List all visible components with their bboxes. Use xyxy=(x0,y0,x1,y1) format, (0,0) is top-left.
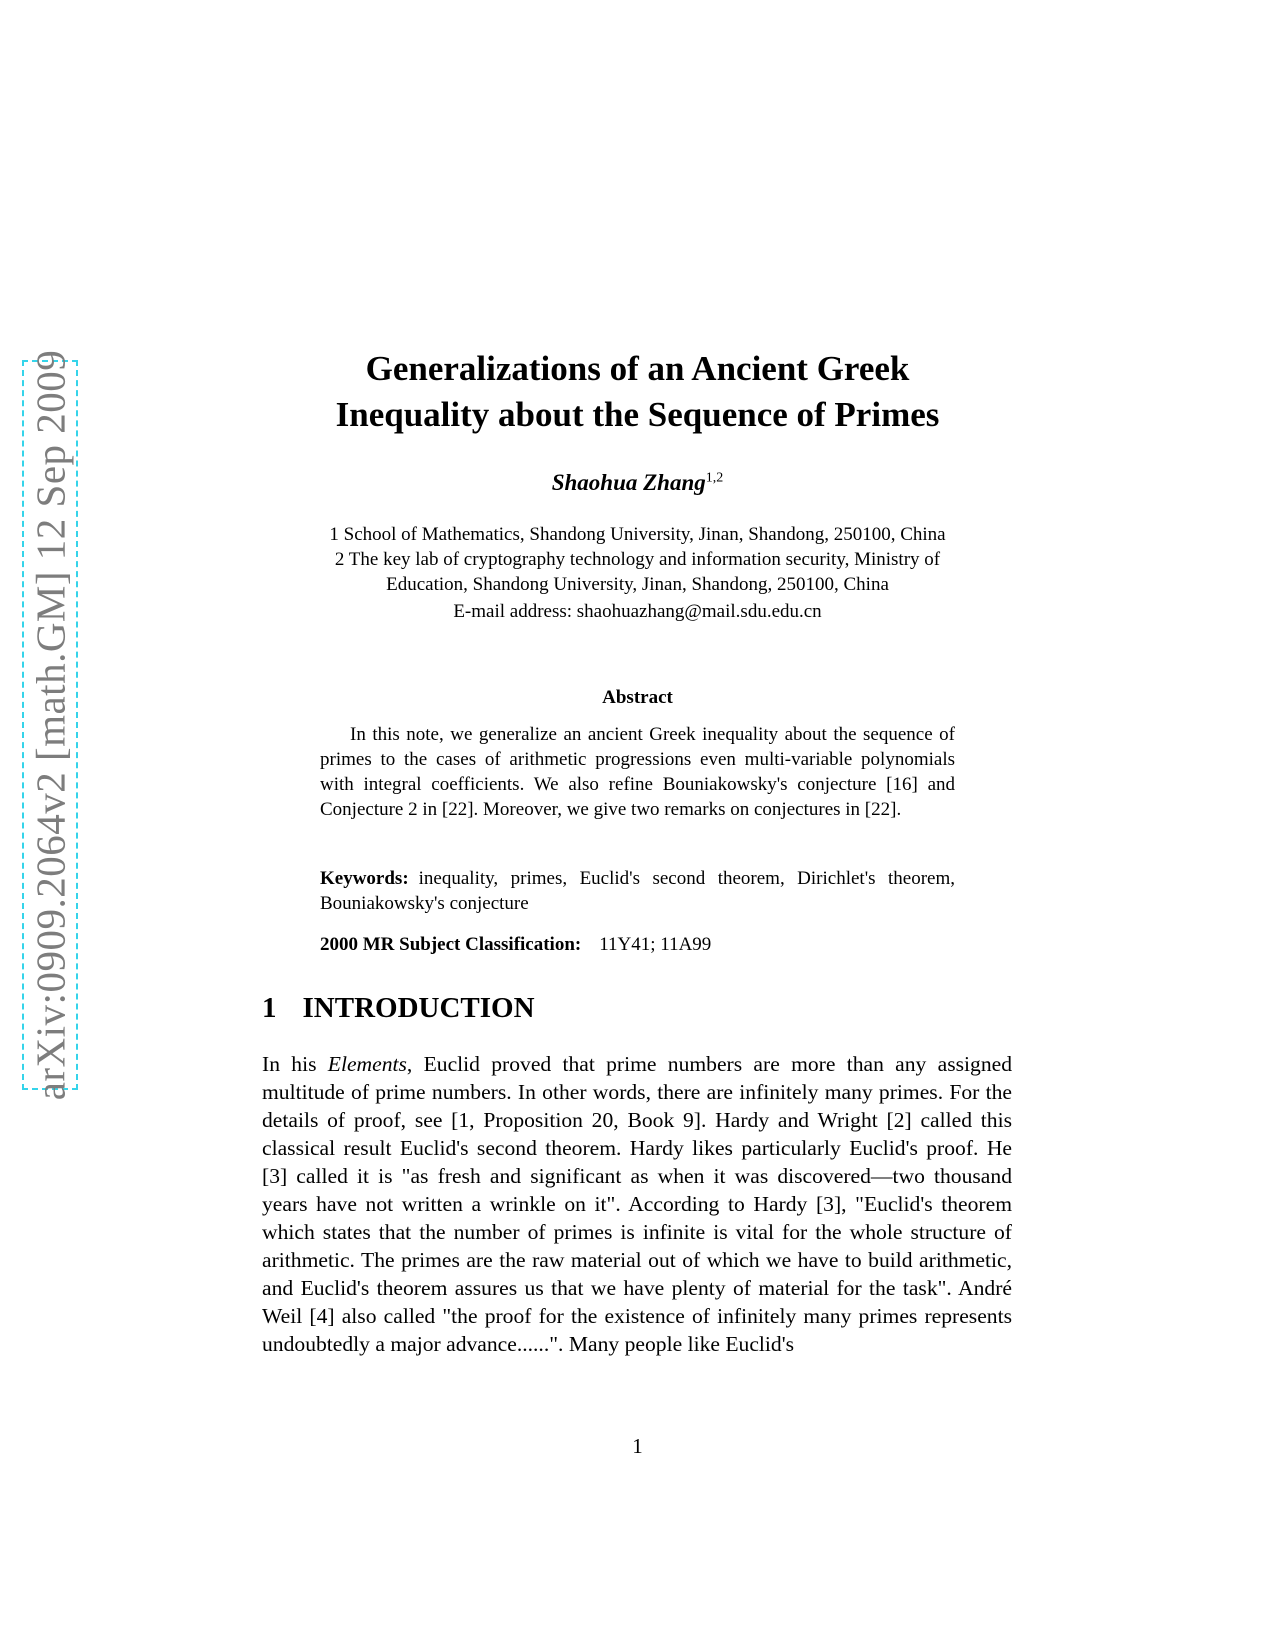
affiliation-line-1: 1 School of Mathematics, Shandong University, Jinan, Shandong, 250100, China xyxy=(329,524,946,545)
title-line-2: Inequality about the Sequence of Primes xyxy=(335,395,940,434)
intro-text-rest: , Euclid proved that prime numbers are more than any assigned multitude of prime numbers. In other words, there are infinitely many primes. For the details of proof, see [1, Proposition 20, Book 9]. Hardy and Wright [2] called this classical result Euclid's second theorem. Hardy likes particularly Euclid's proof. He [3] called it is "as fresh and significant as when it was discovered—two thousand years have not written a wrinkle on it". According to Hardy [3], "Euclid's theorem which states that the number of primes is infinite is vital for the whole structure of arithmetic. The primes are the raw material out of which we have to build arithmetic, and Euclid's theorem assures us that we have plenty of material for the task". André Weil [4] also called "the proof for the existence of infinitely many primes represents undoubtedly a major advance......". Many people like Euclid's xyxy=(262,1052,1012,1356)
title-line-1: Generalizations of an Ancient Greek xyxy=(365,349,910,388)
abstract-text: In this note, we generalize an ancient Greek inequality about the sequence of primes to the cases of arithmetic progressions even multi-variable polynomials with integral coefficients. We also refine Bouniakowsky's conjecture [16] and Conjecture 2 in [22]. Moreover, we give two remarks on conjectures in [22]. xyxy=(320,724,955,820)
arxiv-stamp xyxy=(22,349,78,1101)
intro-text-start: In his xyxy=(262,1052,328,1076)
author-name: Shaohua Zhang xyxy=(551,470,706,495)
msc-label: 2000 MR Subject Classification: xyxy=(320,934,582,955)
keywords-text: inequality, primes, Euclid's second theorem, Dirichlet's theorem, Bouniakowsky's conjecture xyxy=(320,868,955,914)
affiliation-line-2: 2 The key lab of cryptography technology and information security, Ministry of xyxy=(334,549,941,570)
intro-text-italic: Elements xyxy=(327,1052,407,1076)
subject-classification xyxy=(320,932,955,957)
msc-text: 11Y41; 11A99 xyxy=(599,934,712,955)
author-affil-marks: 1,2 xyxy=(705,470,724,486)
arxiv-stamp-text: arXiv:0909.2064v2 [math.GM] 12 Sep 2009 xyxy=(27,349,73,1101)
affiliations xyxy=(240,522,1035,624)
section-number: 1 xyxy=(262,992,277,1024)
abstract-heading: Abstract xyxy=(602,687,673,708)
paper-title xyxy=(240,346,1035,438)
keywords xyxy=(320,866,955,916)
keywords-label: Keywords: xyxy=(320,868,409,889)
author-email: E-mail address: shaohuazhang@mail.sdu.edu.cn xyxy=(453,601,822,622)
section-heading xyxy=(262,992,535,1025)
affiliation-line-3: Education, Shandong University, Jinan, Shandong, 250100, China xyxy=(386,574,889,595)
page-number: 1 xyxy=(632,1434,643,1458)
section-title: INTRODUCTION xyxy=(302,992,535,1024)
author xyxy=(240,470,1035,496)
introduction-paragraph xyxy=(262,1050,1012,1358)
